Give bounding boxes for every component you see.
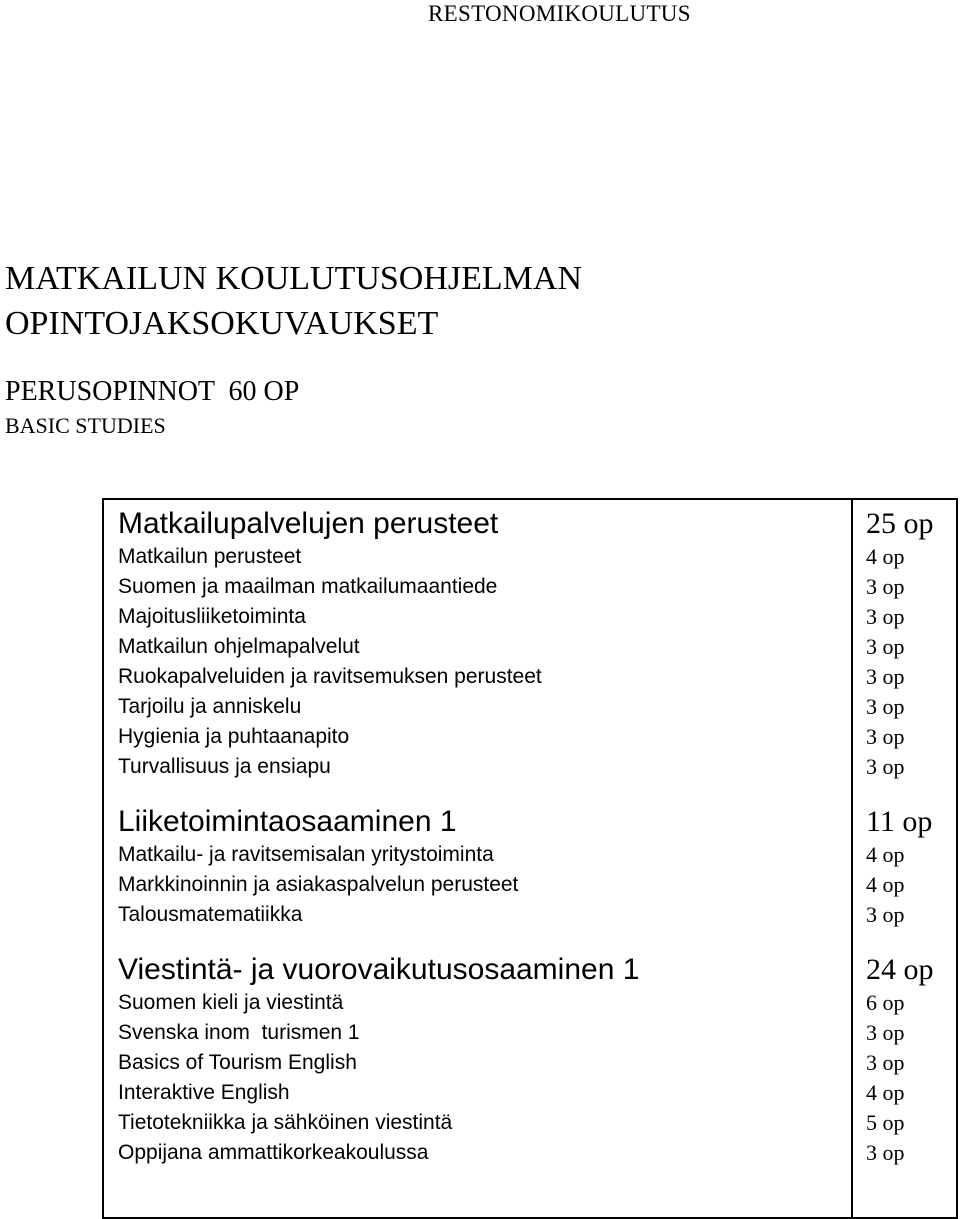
course-credits: 3 op — [866, 1140, 905, 1165]
course-name: Matkailun ohjelmapalvelut — [118, 635, 360, 658]
course-credits: 3 op — [866, 724, 905, 749]
course-credits: 3 op — [866, 1020, 905, 1045]
course-name: Hygienia ja puhtaanapito — [118, 725, 350, 748]
course-credits: 3 op — [866, 1050, 905, 1075]
course-group-credits — [866, 952, 954, 1168]
group-title: Matkailupalvelujen perusteet — [118, 507, 499, 540]
course-credits: 3 op — [866, 604, 905, 629]
course-name: Ruokapalveluiden ja ravitsemuksen perusteet — [118, 665, 542, 688]
course-name: Talousmatematiikka — [118, 903, 303, 926]
page-header: RESTONOMIKOULUTUS — [428, 1, 691, 26]
course-name: Matkailu- ja ravitsemisalan yritystoiminta — [118, 843, 494, 866]
course-names-column — [118, 506, 838, 1190]
course-credits: 3 op — [866, 574, 905, 599]
course-name: Suomen ja maailman matkailumaantiede — [118, 575, 498, 598]
course-name: Basics of Tourism English — [118, 1051, 357, 1074]
course-credits: 4 op — [866, 544, 905, 569]
column-divider — [851, 500, 853, 1217]
course-credits: 4 op — [866, 1080, 905, 1105]
course-credits: 3 op — [866, 634, 905, 659]
course-name: Matkailun perusteet — [118, 545, 302, 568]
course-name: Interaktive English — [118, 1081, 290, 1104]
course-name: Svenska inom turismen 1 — [118, 1021, 360, 1044]
group-title: Viestintä- ja vuorovaikutusosaaminen 1 — [118, 953, 640, 986]
course-group-credits — [866, 506, 954, 782]
course-credits: 3 op — [866, 902, 905, 927]
course-name: Suomen kieli ja viestintä — [118, 991, 344, 1014]
document-title — [5, 256, 582, 346]
section-title: PERUSOPINNOT 60 OP — [5, 376, 300, 407]
section-subtitle: BASIC STUDIES — [5, 413, 166, 438]
course-table — [102, 498, 958, 1219]
course-credits: 3 op — [866, 754, 905, 779]
course-group — [118, 952, 838, 1168]
group-total-credits: 25 op — [866, 507, 934, 540]
title-line-1: MATKAILUN KOULUTUSOHJELMAN — [5, 260, 583, 297]
group-title: Liiketoimintaosaaminen 1 — [118, 805, 457, 838]
course-name: Tietotekniikka ja sähköinen viestintä — [118, 1111, 453, 1134]
course-credits: 3 op — [866, 664, 905, 689]
course-credits: 5 op — [866, 1110, 905, 1135]
course-name: Markkinoinnin ja asiakaspalvelun perusteet — [118, 873, 519, 896]
course-credits: 4 op — [866, 842, 905, 867]
course-name: Oppijana ammattikorkeakoulussa — [118, 1141, 429, 1164]
course-name: Turvallisuus ja ensiapu — [118, 755, 331, 778]
course-group-credits — [866, 804, 954, 930]
course-credits-column — [866, 506, 954, 1190]
course-credits: 3 op — [866, 694, 905, 719]
course-name: Majoitusliiketoiminta — [118, 605, 306, 628]
course-credits: 6 op — [866, 990, 905, 1015]
course-name: Tarjoilu ja anniskelu — [118, 695, 302, 718]
title-line-2: OPINTOJAKSOKUVAUKSET — [5, 305, 439, 342]
group-total-credits: 24 op — [866, 953, 934, 986]
group-total-credits: 11 op — [866, 805, 933, 838]
course-credits: 4 op — [866, 872, 905, 897]
course-group — [118, 506, 838, 782]
course-group — [118, 804, 838, 930]
